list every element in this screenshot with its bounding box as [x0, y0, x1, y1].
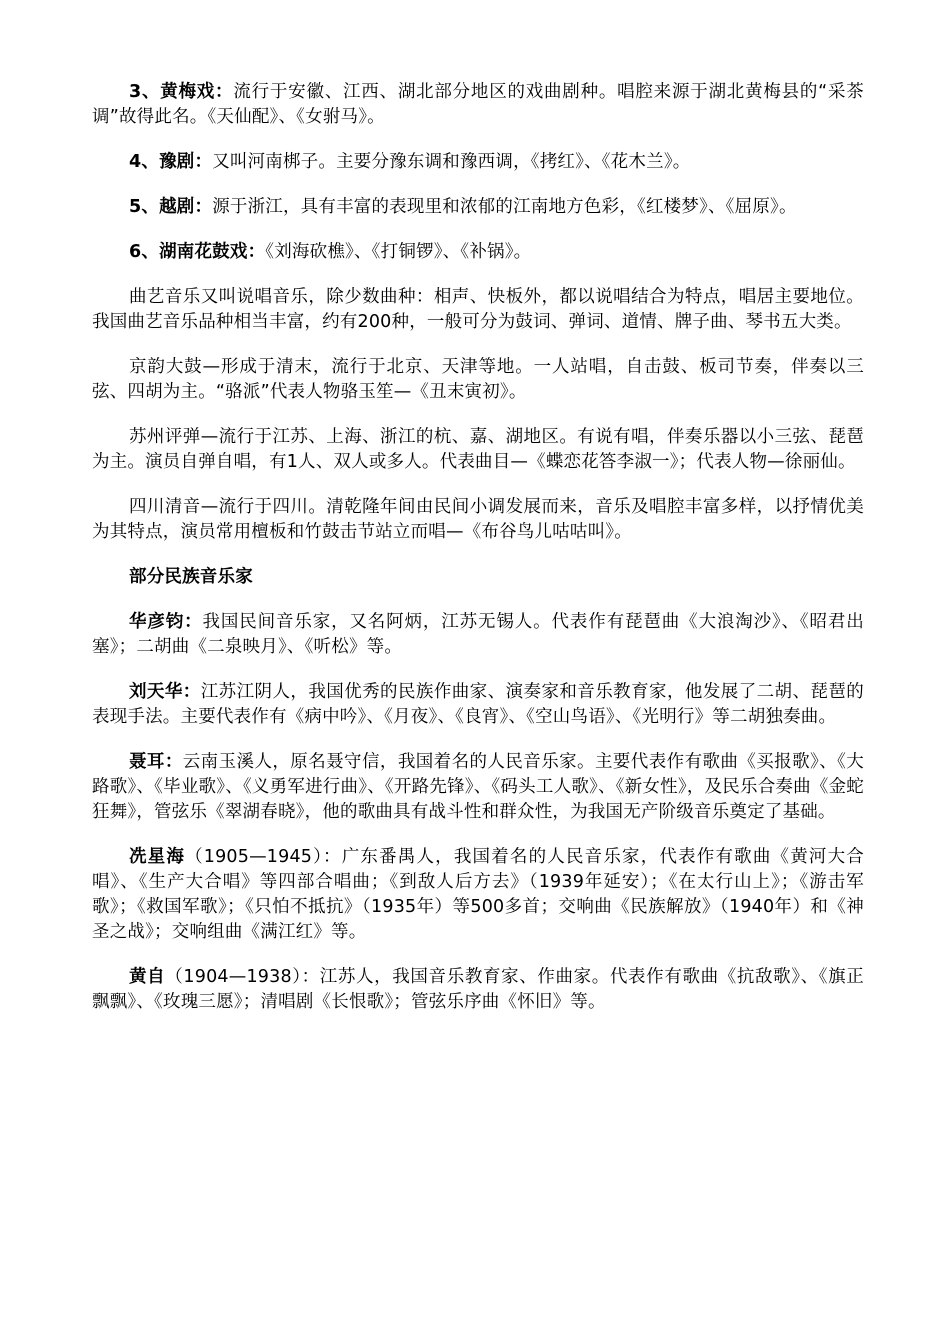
musician-text: （1905—1945）：广东番禺人，我国着名的人民音乐家，代表作有歌曲《黄河大合唱》、《生产大合唱》等四部合唱曲；《到敌人后方去》（1939年延安）；《在太行山上》；《游击军歌》；《救国军歌》；《只怕不抵抗》（1935年）等500多首；交响曲《民族解放》（1940年）和《神圣之战》；交响组曲《满江红》等。 — [92, 847, 864, 942]
musician-text: 云南玉溪人，原名聂守信，我国着名的人民音乐家。主要代表作有歌曲《买报歌》、《大路歌》、《毕业歌》、《义勇军进行曲》、《开路先锋》、《码头工人歌》、《新女性》，及民乐合奏曲《金蛇狂舞》，管弦乐《翠湖春晓》，他的歌曲具有战斗性和群众性，为我国无产阶级音乐奠定了基础。 — [92, 752, 864, 822]
musician-text: 我国民间音乐家，又名阿炳，江苏无锡人。代表作有琵琶曲《大浪淘沙》、《昭君出塞》；二胡曲《二泉映月》、《听松》等。 — [92, 612, 864, 657]
musician-name: 黄自 — [129, 967, 166, 987]
term-text: 又叫河南梆子。主要分豫东调和豫西调，《拷红》、《花木兰》。 — [212, 152, 691, 172]
musician-huang-zi — [92, 965, 864, 1015]
opera-yueju — [92, 195, 864, 220]
document-page — [92, 80, 864, 1035]
opera-huagu — [92, 240, 864, 265]
musician-liu-tianhua — [92, 680, 864, 730]
section-heading: 部分民族音乐家 — [129, 567, 253, 587]
musician-xian-xinghai — [92, 845, 864, 945]
quyi-intro: 曲艺音乐又叫说唱音乐，除少数曲种：相声、快板外，都以说唱结合为特点，唱居主要地位。我国曲艺音乐品种相当丰富，约有200种，一般可分为鼓词、弹词、道情、牌子曲、琴书五大类。 — [92, 287, 864, 332]
musician-text: 江苏江阴人，我国优秀的民族作曲家、演奏家和音乐教育家，他发展了二胡、琵琶的表现手法。主要代表作有《病中吟》、《月夜》、《良宵》、《空山鸟语》、《光明行》等二胡独奏曲。 — [92, 682, 864, 727]
term-text: 流行于安徽、江西、湖北部分地区的戏曲剧种。唱腔来源于湖北黄梅县的“采茶调”故得此名。《天仙配》、《女驸马》。 — [92, 82, 864, 127]
term-label: 3、黄梅戏： — [129, 82, 234, 102]
term-text: 《刘海砍樵》、《打铜锣》、《补锅》。 — [265, 242, 532, 262]
opera-huangmei — [92, 80, 864, 130]
quyi-jingyun: 京韵大鼓—形成于清末，流行于北京、天津等地。一人站唱，自击鼓、板司节奏，伴奏以三弦、四胡为主。“骆派”代表人物骆玉笙—《丑末寅初》。 — [92, 357, 864, 402]
quyi-suzhou: 苏州评弹—流行于江苏、上海、浙江的杭、嘉、湖地区。有说有唱，伴奏乐器以小三弦、琵琶为主。演员自弹自唱，有1人、双人或多人。代表曲目—《蝶恋花答李淑一》；代表人物—徐丽仙。 — [92, 427, 864, 472]
musician-nie-er — [92, 750, 864, 825]
musician-name: 刘天华： — [129, 682, 201, 702]
musician-hua-yanjun — [92, 610, 864, 660]
term-text: 源于浙江，具有丰富的表现里和浓郁的江南地方色彩，《红楼梦》、《屈原》。 — [212, 197, 797, 217]
musician-name: 冼星海 — [129, 847, 186, 867]
term-label: 5、越剧： — [129, 197, 213, 217]
opera-yuju — [92, 150, 864, 175]
quyi-sichuan: 四川清音—流行于四川。清乾隆年间由民间小调发展而来，音乐及唱腔丰富多样，以抒情优美为其特点，演员常用檀板和竹鼓击节站立而唱—《布谷鸟儿咕咕叫》。 — [92, 497, 864, 542]
musician-text: （1904—1938）：江苏人，我国音乐教育家、作曲家。代表作有歌曲《抗敌歌》、《旗正飘飘》、《玫瑰三愿》；清唱剧《长恨歌》；管弦乐序曲《怀旧》等。 — [92, 967, 865, 1012]
term-label: 6、湖南花鼓戏： — [129, 242, 266, 262]
musician-name: 聂耳： — [129, 752, 183, 772]
musician-name: 华彦钧： — [129, 612, 203, 632]
term-label: 4、豫剧： — [129, 152, 213, 172]
